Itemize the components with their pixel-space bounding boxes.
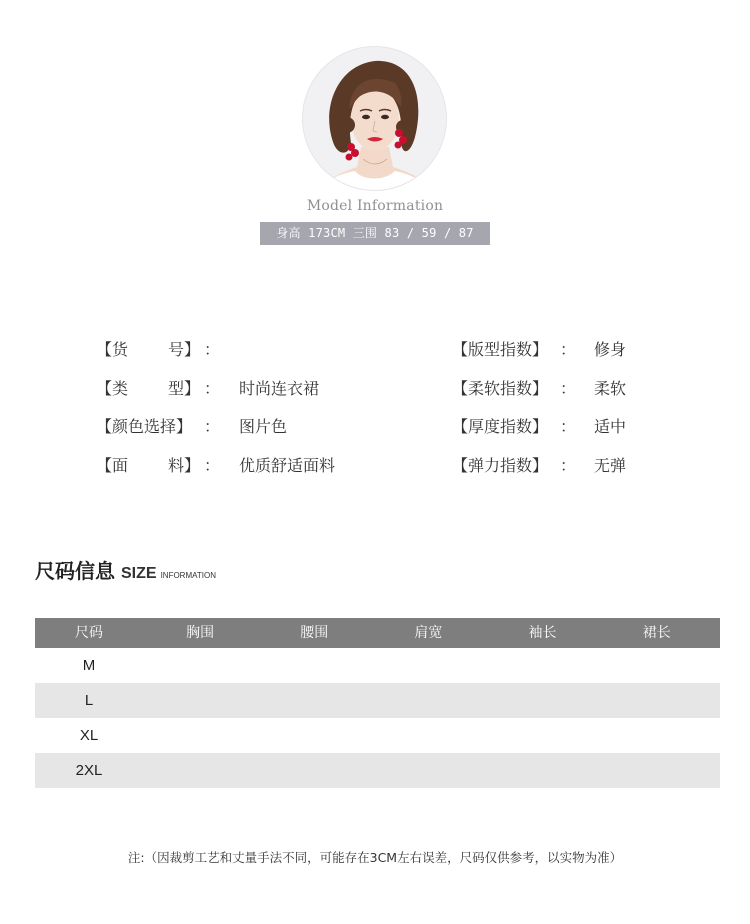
info-item-type — [96, 377, 396, 401]
info-item-softness-index — [452, 377, 672, 401]
chest-cell — [143, 648, 257, 683]
info-item-color — [96, 415, 396, 439]
info-label: 【柔软指数】 — [452, 379, 549, 398]
waist-cell — [257, 648, 371, 683]
info-value: 优质舒适面料 — [239, 456, 336, 475]
header-cell-chest: 胸围 — [186, 625, 215, 641]
size-section-heading — [35, 555, 216, 585]
size-cell: XL — [79, 727, 99, 744]
info-colon: ： — [204, 340, 221, 359]
table-row — [35, 683, 720, 718]
info-label: 【厚度指数】 — [452, 417, 549, 436]
info-value: 无弹 — [594, 456, 627, 475]
sleeve-cell — [485, 648, 599, 683]
info-value: 柔软 — [594, 379, 627, 398]
table-row — [35, 718, 720, 753]
info-colon: ： — [560, 417, 577, 436]
size-title-cn: 尺码信息 — [35, 559, 115, 583]
skirt-length-cell — [600, 718, 714, 753]
info-item-fabric — [96, 454, 396, 478]
shoulder-cell — [371, 718, 485, 753]
header-cell-sleeve: 袖长 — [528, 625, 557, 641]
shoulder-cell — [371, 753, 485, 788]
waist-cell — [257, 753, 371, 788]
size-title-sub: INFORMATION — [160, 571, 216, 580]
info-item-number — [96, 338, 396, 362]
shoulder-cell — [371, 683, 485, 718]
table-row — [35, 753, 720, 788]
size-disclaimer-note: 注:（因裁剪工艺和丈量手法不同，可能存在3CM左右误差，尺码仅供参考，以实物为准） — [127, 850, 623, 865]
header-cell-waist: 腰围 — [300, 625, 329, 641]
info-label-part-a: 【类 — [96, 379, 129, 398]
chest-cell — [143, 753, 257, 788]
info-colon: ： — [560, 340, 577, 359]
info-label: 【版型指数】 — [452, 340, 549, 359]
info-colon: ： — [560, 456, 577, 475]
info-colon: ： — [204, 379, 221, 398]
info-item-thickness-index — [452, 415, 672, 439]
chest-cell — [143, 718, 257, 753]
header-cell-shoulder: 肩宽 — [414, 625, 443, 641]
info-colon: ： — [204, 417, 221, 436]
info-colon: ： — [560, 379, 577, 398]
header-cell-skirt-length: 裙长 — [642, 625, 671, 641]
info-label-part-b: 型】 — [168, 379, 201, 398]
info-value: 适中 — [594, 417, 627, 436]
info-label-part-b: 号】 — [168, 340, 201, 359]
waist-cell — [257, 683, 371, 718]
model-info-title: Model Information — [306, 198, 444, 214]
sleeve-cell — [485, 683, 599, 718]
header-cell-size: 尺码 — [75, 625, 103, 641]
info-item-elasticity-index — [452, 454, 672, 478]
sleeve-cell — [485, 753, 599, 788]
info-item-fit-index — [452, 338, 672, 362]
size-table — [35, 618, 720, 788]
model-photo — [303, 47, 446, 190]
info-label-part-a: 【货 — [96, 340, 129, 359]
model-portrait-illustration — [303, 47, 446, 190]
info-colon: ： — [204, 456, 221, 475]
model-measurements: 身高 173CM 三围 83 / 59 / 87 — [260, 222, 490, 245]
skirt-length-cell — [600, 648, 714, 683]
table-row — [35, 648, 720, 683]
info-label: 【弹力指数】 — [452, 456, 549, 475]
info-value: 时尚连衣裙 — [239, 379, 320, 398]
size-cell: 2XL — [75, 762, 103, 779]
shoulder-cell — [371, 648, 485, 683]
info-value: 图片色 — [239, 417, 288, 436]
waist-cell — [257, 718, 371, 753]
skirt-length-cell — [600, 683, 714, 718]
info-label-part-a: 【颜色选择】 — [96, 417, 193, 436]
size-cell: M — [82, 657, 96, 674]
info-label-part-a: 【面 — [96, 456, 129, 475]
size-table-header — [35, 618, 720, 648]
size-title-en: SIZE — [121, 565, 157, 582]
skirt-length-cell — [600, 753, 714, 788]
info-value: 修身 — [594, 340, 627, 359]
info-label-part-b: 料】 — [168, 456, 201, 475]
chest-cell — [143, 683, 257, 718]
sleeve-cell — [485, 718, 599, 753]
size-cell: L — [84, 692, 94, 709]
